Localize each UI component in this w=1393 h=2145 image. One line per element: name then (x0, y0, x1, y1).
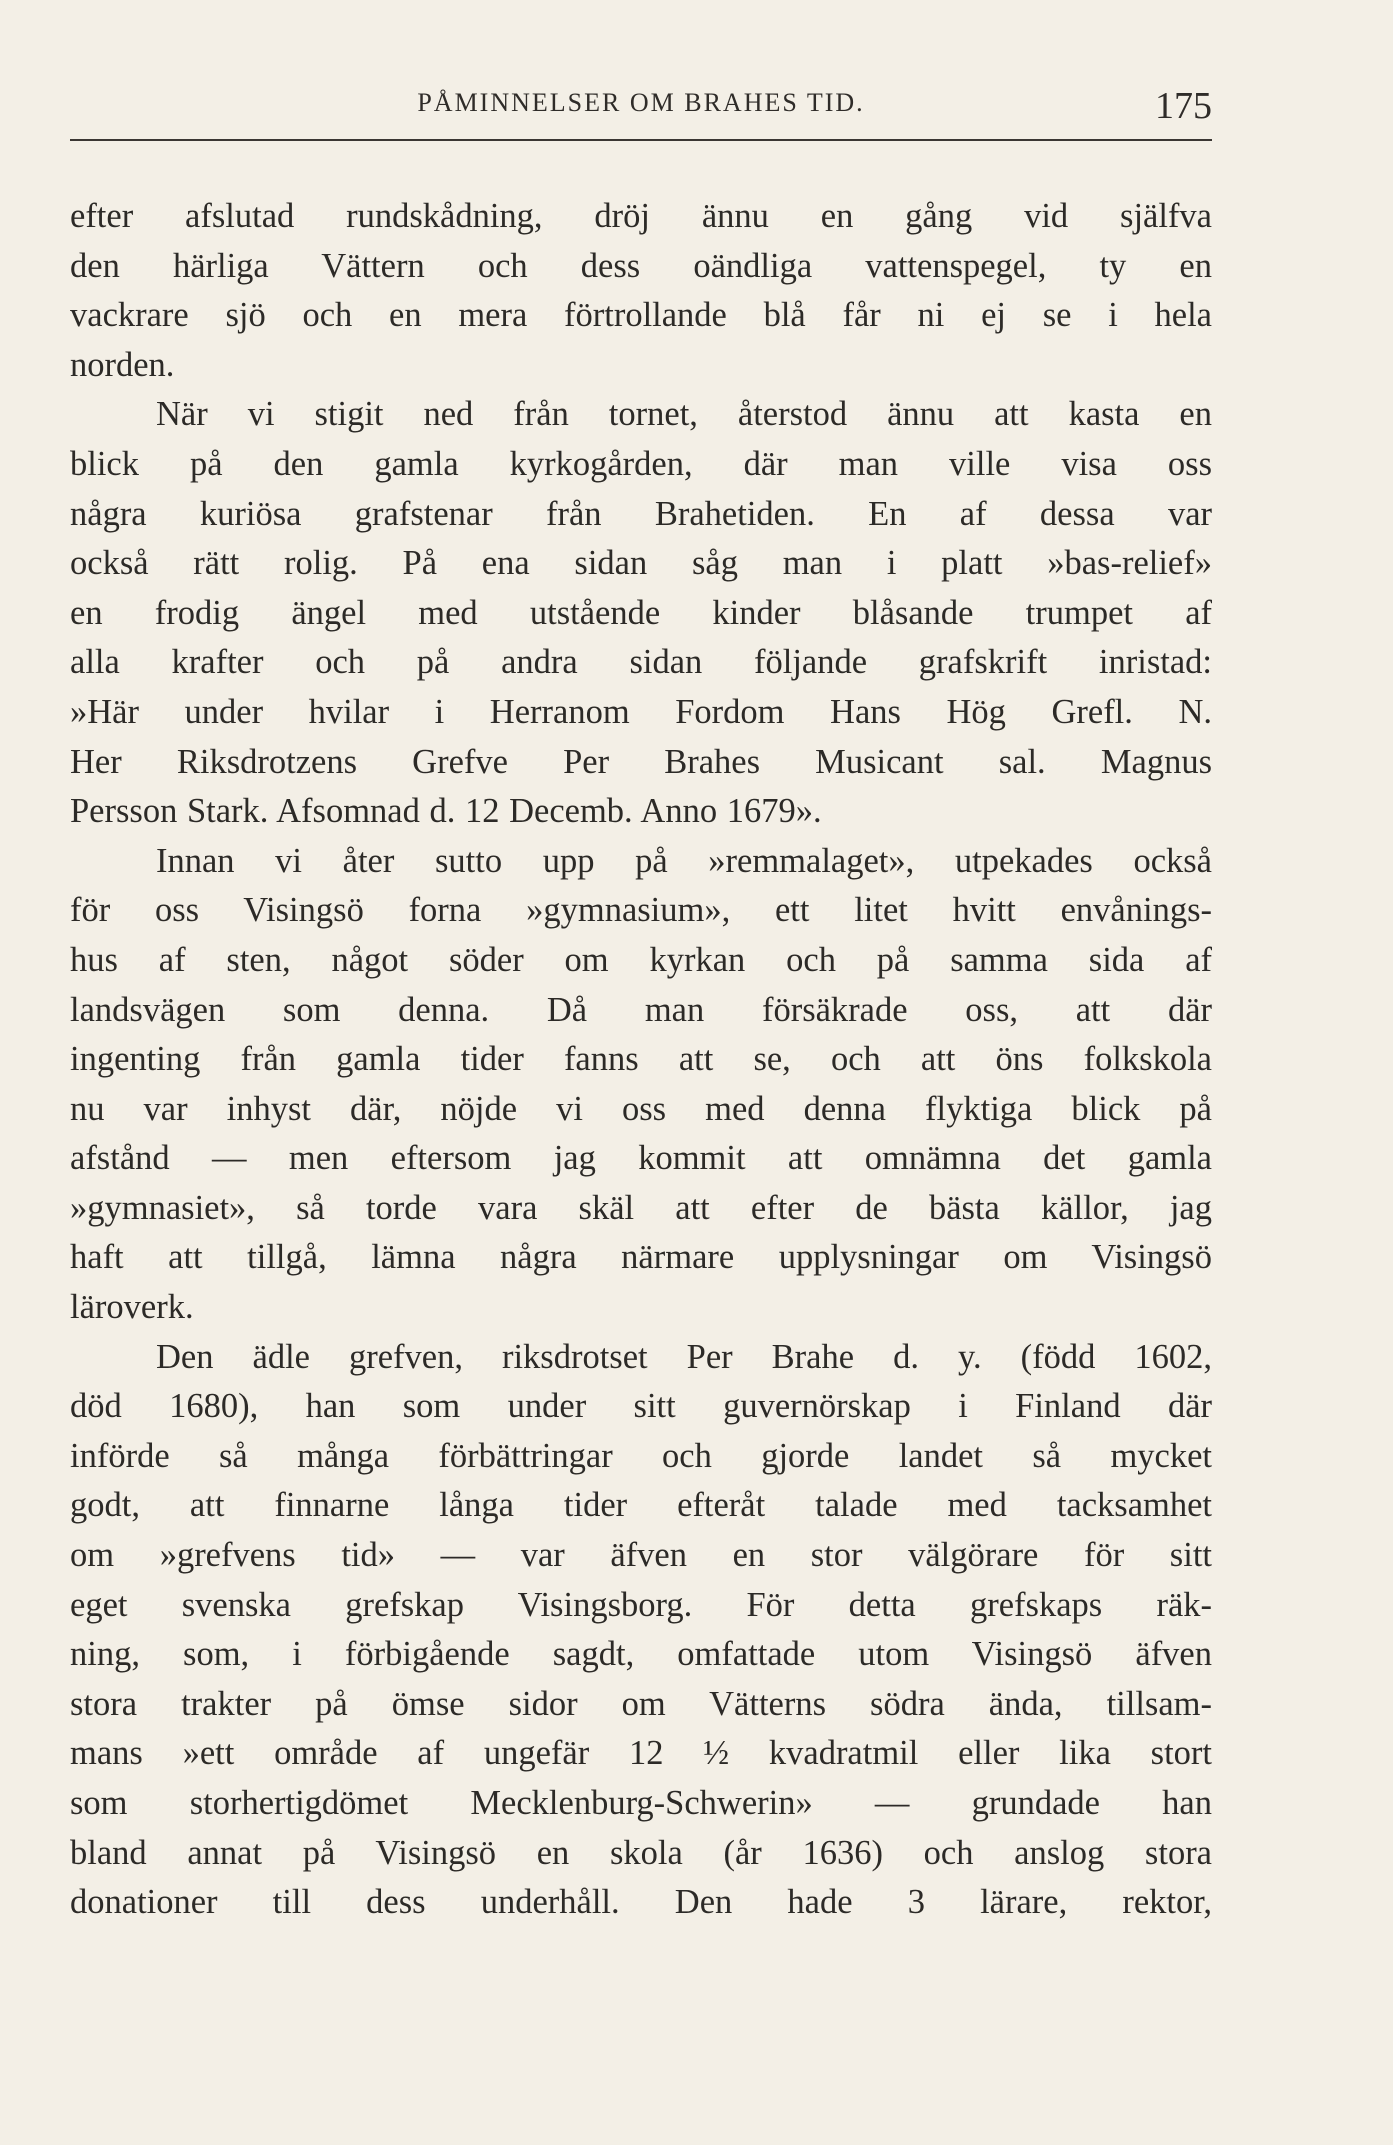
text-line: donationer till dess underhåll. Den hade 3 lärare, rektor, (70, 1883, 1212, 1922)
text-line: ingenting från gamla tider fanns att se, och att öns folkskola (70, 1040, 1212, 1079)
text-line: efter afslutad rundskådning, dröj ännu en gång vid själfva (70, 197, 1212, 235)
text-line: nu var inhyst där, nöjde vi oss med denna flyktiga blick på (70, 1089, 1212, 1128)
text-line: bland annat på Visingsö en skola (år 1636) och anslog stora (70, 1833, 1212, 1872)
header-rule (70, 139, 1212, 141)
text-line: »gymnasiet», så torde vara skäl att efter de bästa källor, jag (70, 1188, 1212, 1227)
text-line: godt, att finnarne långa tider efteråt talade med tacksamhet (70, 1486, 1212, 1525)
text-line: Den ädle grefven, riksdrotset Per Brahe d. y. (född 1602, (156, 1337, 1212, 1376)
text-line: några kuriösa grafstenar från Brahetiden. En af dessa var (70, 494, 1212, 533)
text-line: landsvägen som denna. Då man försäkrade oss, att där (70, 990, 1212, 1029)
text-line: alla krafter och på andra sidan följande grafskrift inristad: (70, 643, 1212, 682)
text-line: Her Riksdrotzens Grefve Per Brahes Musicant sal. Magnus (70, 742, 1212, 781)
text-line: för oss Visingsö forna »gymnasium», ett litet hvitt envånings- (70, 891, 1212, 930)
text-line: om »grefvens tid» — var äfven en stor välgörare för sitt (70, 1536, 1212, 1575)
text-line: norden. (70, 345, 175, 384)
text-line: som storhertigdömet Mecklenburg-Schwerin» — grundade han (70, 1784, 1212, 1822)
text-line: Persson Stark. Afsomnad d. 12 Decemb. Anno 1679». (70, 792, 822, 831)
text-line: den härliga Vättern och dess oändliga vattenspegel, ty en (70, 246, 1212, 285)
text-line: haft att tillgå, lämna några närmare upplysningar om Visingsö (70, 1238, 1212, 1277)
text-line: vackrare sjö och en mera förtrollande blå får ni ej se i hela (70, 296, 1212, 335)
text-line: afstånd — men eftersom jag kommit att omnämna det gamla (70, 1139, 1212, 1178)
text-line: läroverk. (70, 1288, 194, 1327)
text-line: stora trakter på ömse sidor om Vätterns södra ända, tillsam- (70, 1684, 1212, 1723)
text-line: införde så många förbättringar och gjorde landet så mycket (70, 1436, 1212, 1475)
text-line: mans »ett område af ungefär 12 ½ kvadratmil eller lika stort (70, 1734, 1212, 1773)
text-line: också rätt rolig. På ena sidan såg man i platt »bas-relief» (70, 544, 1212, 583)
text-line: hus af sten, något söder om kyrkan och på samma sida af (70, 940, 1212, 979)
running-head: PÅMINNELSER OM BRAHES TID. (417, 88, 865, 117)
page-header (70, 86, 1212, 136)
text-line: ning, som, i förbigående sagdt, omfattade utom Visingsö äfven (70, 1635, 1212, 1674)
text-line: När vi stigit ned från tornet, återstod ännu att kasta en (156, 395, 1212, 434)
text-line: blick på den gamla kyrkogården, där man ville visa oss (70, 444, 1212, 483)
body-text (70, 192, 1212, 1928)
text-line: »Här under hvilar i Herranom Fordom Hans Hög Grefl. N. (70, 692, 1212, 731)
text-line: Innan vi åter sutto upp på »remmalaget», utpekades också (156, 841, 1212, 880)
page-number: 175 (1155, 85, 1212, 127)
text-line: en frodig ängel med utstående kinder blåsande trumpet af (70, 593, 1212, 632)
text-line: eget svenska grefskap Visingsborg. För detta grefskaps räk- (70, 1585, 1212, 1624)
text-line: död 1680), han som under sitt guvernörskap i Finland där (70, 1387, 1212, 1426)
